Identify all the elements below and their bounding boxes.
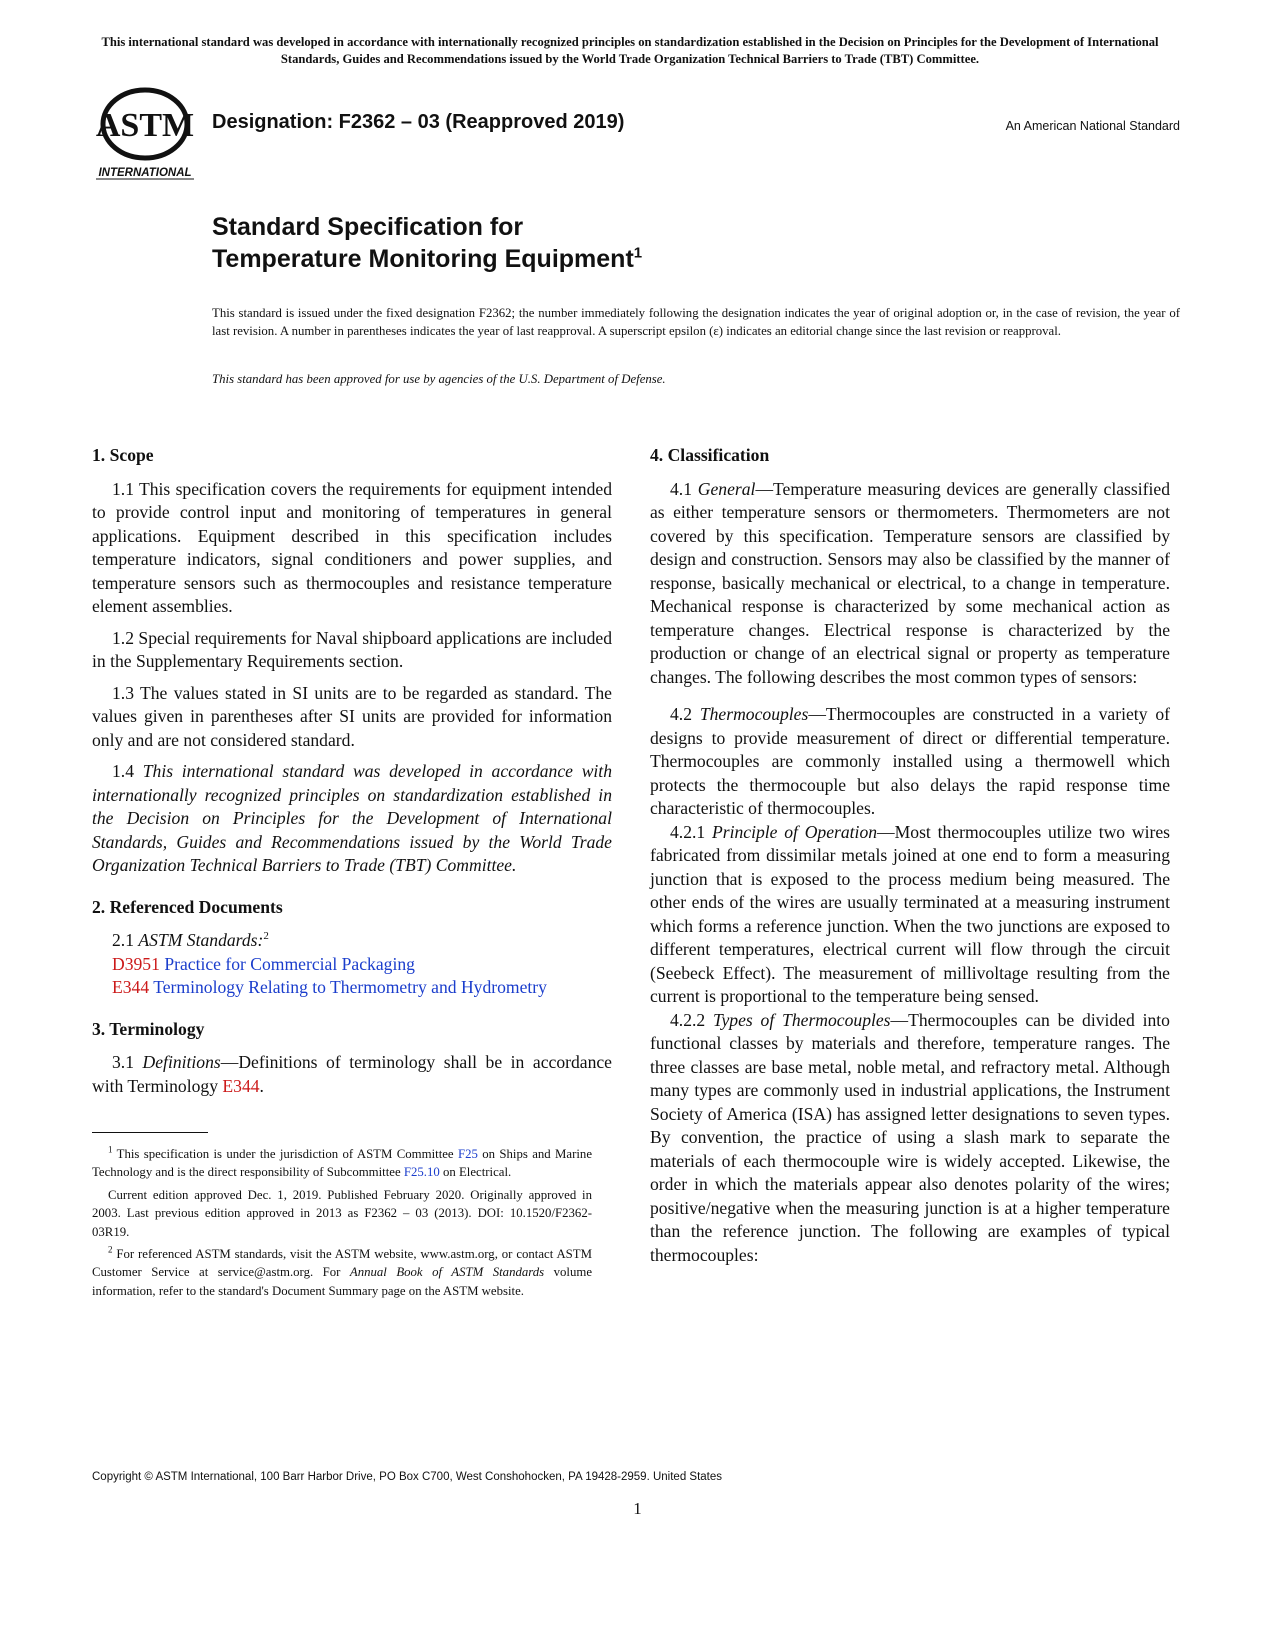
classification-4-2: 4.2 Thermocouples—Thermocouples are constructed in a variety of designs to provide measurement of direct or differential temperature. Thermocouples are commonly installed using a thermowell which protects the thermocouple but also delays the rapid response time characteristic of thermocouples. xyxy=(650,704,1170,818)
title-line-2: Temperature Monitoring Equipment xyxy=(212,245,634,273)
logo-caption: INTERNATIONAL xyxy=(98,167,192,179)
section-refdocs-heading: 2. Referenced Documents xyxy=(92,896,283,917)
american-national-standard: An American National Standard xyxy=(1005,119,1180,133)
designation: Designation: F2362 – 03 (Reapproved 2019) xyxy=(212,111,625,133)
footnote-1-edition: Current edition approved Dec. 1, 2019. Published February 2020. Originally approved in 2003. Last previous edition approved in 2013 as F2362 – 03 (2013). DOI: 10.1520/F2362-03R19. xyxy=(92,1187,592,1239)
scope-1-4: 1.4 This international standard was developed in accordance with internationally recognized principles on standardization established in the Decision on Principles for the Development of International Standards, Guides and Recommendations issued by the World Trade Organization Technical Barriers to Trade (TBT) Committee. xyxy=(92,761,612,875)
logo-text: ASTM xyxy=(95,107,195,144)
dod-approval-note: This standard has been approved for use by agencies of the U.S. Department of Defense. xyxy=(212,372,666,386)
classification-4-1: 4.1 General—Temperature measuring devices are generally classified as either temperature sensors or thermometers. Thermometers are not covered by this specification. Temperature sensors are classified by design and construction. Sensors may also be classified by the manner of response, basically mechanical or electrical, to a change in temperature. Mechanical response is characterized by some mechanical action as temperature changes. Electrical response is characterized by the production or change of an electrical signal or property as temperature changes. The following describes the most common types of sensors: xyxy=(650,478,1170,687)
scope-1-3: 1.3 The values stated in SI units are to be regarded as standard. The values given in parentheses after SI units are provided for information only and are not considered standard. xyxy=(92,682,612,750)
footnote-1: $^1$ This specification is under the jurisdiction of ASTM Committee F25 on Ships and Marine Technology and is the direct responsibility of Subcommittee F25.10 on Electrical. xyxy=(92,1144,592,1180)
title-line-1: Standard Specification for xyxy=(212,213,524,241)
f25-10-link[interactable]: F25.10 xyxy=(403,1165,440,1180)
tbt-notice: This international standard was developed in accordance with internationally recognized principles on standardization established in the Decision on Principles for the Development of International Standards, Guides and Recommendations issued by the World Trade Organization Technical Barriers to Trade (TBT) Committee. xyxy=(101,35,1159,66)
scope-1-2: 1.2 Special requirements for Naval shipboard applications are included in the Supplementary Requirements section. xyxy=(92,627,612,671)
page-number: 1 xyxy=(633,1499,642,1518)
right-column xyxy=(650,444,1170,1267)
section-terminology-heading: 3. Terminology xyxy=(92,1018,205,1039)
refdocs-2-1: 2.1 ASTM Standards:$^2$ xyxy=(112,930,269,950)
footnote-2-ref[interactable]: 2 xyxy=(263,930,269,943)
footnote-rule xyxy=(92,1132,208,1133)
copyright-line: Copyright © ASTM International, 100 Barr Harbor Drive, PO Box C700, West Conshohocken, PA 19428-2959. United States xyxy=(92,1471,723,1483)
classification-4-2-1: 4.2.1 Principle of Operation—Most thermocouples utilize two wires fabricated from dissimilar metals joined at one end to form a measuring junction that is exposed to the process medium being measured. The other ends of the wires are usually terminated at a measuring instrument which forms a reference junction. When the two junctions are exposed to different temperatures, electrical current will flow through the circuit (Seebeck Effect). The measurement of millivoltage resulting from the current is proportional to the temperature being sensed. xyxy=(650,821,1170,1006)
ref-e344[interactable]: E344 Terminology Relating to Thermometry and Hydrometry xyxy=(112,977,547,997)
section-scope-heading: 1. Scope xyxy=(92,445,154,465)
footnote-2: $^2$ For referenced ASTM standards, visit the ASTM website, www.astm.org, or contact ASTM Customer Service at service@astm.org. For Annual Book of ASTM Standards volume information, refer to the standard's Document Summary page on the ASTM website. xyxy=(92,1244,593,1298)
scope-1-1: 1.1 This specification covers the requirements for equipment intended to provide control input and monitoring of temperatures in general applications. Equipment described in this specification includes temperature indicators, signal conditioners and power supplies, and temperature sensors such as thermocouples and resistance temperature element assemblies. xyxy=(92,478,612,616)
ref-d3951[interactable]: D3951 Practice for Commercial Packaging xyxy=(112,953,415,974)
section-classification-heading: 4. Classification xyxy=(650,445,770,465)
astm-logo xyxy=(90,86,200,182)
terminology-3-1: 3.1 Definitions—Definitions of terminology shall be in accordance with Terminology E344. xyxy=(92,1052,612,1096)
e344-link[interactable]: E344 xyxy=(222,1075,260,1096)
f25-link[interactable]: F25 xyxy=(457,1147,478,1161)
issuance-note: This standard is issued under the fixed designation F2362; the number immediately following the designation indicates the year of original adoption or, in the case of revision, the year of last revision. A number in parentheses indicates the year of last reapproval. A superscript epsilon (ε) indicates an editorial change since the last revision or reapproval. xyxy=(212,306,1180,338)
document-title xyxy=(212,211,642,275)
footnotes xyxy=(92,1145,592,1304)
title-footnote-ref[interactable]: 1 xyxy=(633,244,643,262)
classification-4-2-2: 4.2.2 Types of Thermocouples—Thermocouples can be divided into functional classes by materials and therefore, temperature ranges. The three classes are base metal, noble metal, and refractory metal. Although many types are commonly used in industrial applications, the Instrument Society of America (ISA) has assigned letter designations to seven types. By convention, the practice of using a slash mark to separate the materials of each thermocouple wire is widely accepted. Likewise, the order in which the materials appear also denotes polarity of the wires; positive/negative when the measuring junction is at a higher temperature than the reference junction. The following are examples of typical thermocouples: xyxy=(650,1009,1170,1265)
left-column xyxy=(92,444,612,1106)
